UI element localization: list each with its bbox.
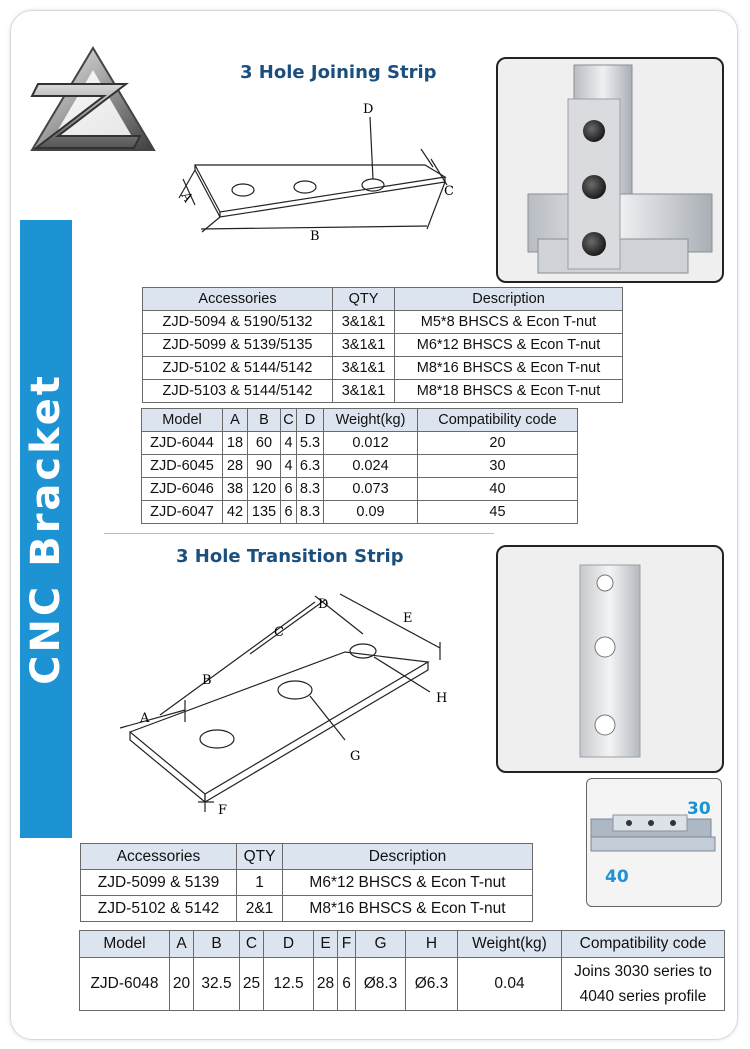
table-cell: M5*8 BHSCS & Econ T-nut — [395, 311, 623, 334]
table-header: C — [240, 931, 264, 958]
table-cell: 20 — [170, 958, 194, 1011]
table-cell: 5.3 — [297, 432, 324, 455]
table-cell: 3&1&1 — [333, 311, 395, 334]
table-cell: 6 — [338, 958, 356, 1011]
table-header: H — [406, 931, 458, 958]
table-cell: ZJD-5099 & 5139/5135 — [143, 334, 333, 357]
table-row — [143, 357, 623, 380]
table-header: Accessories — [81, 844, 237, 870]
table-cell: 40 — [418, 478, 578, 501]
assembled-profile-photo — [586, 778, 722, 907]
drawing-label-d: D — [363, 102, 374, 117]
drawing-label-g: G — [350, 749, 361, 764]
table-row — [142, 501, 578, 524]
table-cell: 8.3 — [297, 478, 324, 501]
section-divider — [104, 533, 494, 534]
table-cell: 38 — [223, 478, 248, 501]
table-cell: ZJD-5102 & 5142 — [81, 896, 237, 922]
table-cell: 25 — [240, 958, 264, 1011]
table-header: QTY — [333, 288, 395, 311]
table-cell: M6*12 BHSCS & Econ T-nut — [283, 870, 533, 896]
table-cell: ZJD-6048 — [80, 958, 170, 1011]
drawing-label-b: B — [202, 673, 212, 688]
table-cell: 8.3 — [297, 501, 324, 524]
table-cell: 6 — [281, 478, 297, 501]
table-row — [142, 455, 578, 478]
table-row — [142, 478, 578, 501]
drawing-label-b: B — [310, 229, 320, 244]
table-header: A — [170, 931, 194, 958]
table-cell: 4 — [281, 432, 297, 455]
profile-label-30: 30 — [687, 799, 711, 819]
table-cell: 20 — [418, 432, 578, 455]
table-cell: 3&1&1 — [333, 334, 395, 357]
table-cell: ZJD-6044 — [142, 432, 223, 455]
table-cell: 32.5 — [194, 958, 240, 1011]
table-row — [143, 380, 623, 403]
table-cell: 0.09 — [324, 501, 418, 524]
table-header: E — [314, 931, 338, 958]
joining-strip-photo — [496, 57, 724, 283]
table-header: D — [297, 409, 324, 432]
drawing-label-c: C — [274, 625, 284, 640]
table-header: Accessories — [143, 288, 333, 311]
table-header: B — [194, 931, 240, 958]
section1-title: 3 Hole Joining Strip — [240, 62, 437, 83]
table-cell: ZJD-5103 & 5144/5142 — [143, 380, 333, 403]
table-cell: 28 — [223, 455, 248, 478]
table-row — [80, 958, 725, 1011]
table-cell: 12.5 — [264, 958, 314, 1011]
joining-strip-drawing — [165, 95, 465, 255]
table-cell: 28 — [314, 958, 338, 1011]
table-row — [143, 311, 623, 334]
table-cell: 30 — [418, 455, 578, 478]
table-cell: ZJD-6047 — [142, 501, 223, 524]
table-cell: 42 — [223, 501, 248, 524]
sidebar-title: CNC Bracket — [23, 373, 69, 685]
table-cell: 0.012 — [324, 432, 418, 455]
table-cell: ZJD-6045 — [142, 455, 223, 478]
table-header: Compatibility code — [562, 931, 725, 958]
table-cell: 60 — [248, 432, 281, 455]
table-header: Description — [283, 844, 533, 870]
table-header: Weight(kg) — [324, 409, 418, 432]
table-cell: Joins 3030 series to 4040 series profile — [562, 958, 725, 1011]
table-header: C — [281, 409, 297, 432]
table-cell: M8*16 BHSCS & Econ T-nut — [395, 357, 623, 380]
transition-strip-photo — [496, 545, 724, 773]
table-cell: 0.04 — [458, 958, 562, 1011]
table-header: Weight(kg) — [458, 931, 562, 958]
table-cell: 6.3 — [297, 455, 324, 478]
table-cell: ZJD-6046 — [142, 478, 223, 501]
table-cell: 2&1 — [237, 896, 283, 922]
table-header: D — [264, 931, 314, 958]
joining-model-table — [141, 408, 578, 524]
table-cell: 3&1&1 — [333, 357, 395, 380]
table-row — [81, 870, 533, 896]
table-row — [81, 896, 533, 922]
table-cell: ZJD-5099 & 5139 — [81, 870, 237, 896]
table-cell: 3&1&1 — [333, 380, 395, 403]
transition-strip-drawing — [110, 590, 460, 820]
table-cell: 4 — [281, 455, 297, 478]
table-cell: ZJD-5094 & 5190/5132 — [143, 311, 333, 334]
section2-title: 3 Hole Transition Strip — [176, 546, 404, 567]
drawing-label-f: F — [218, 803, 228, 818]
drawing-label-h: H — [436, 691, 448, 706]
drawing-label-c: C — [444, 184, 454, 199]
drawing-label-d: D — [318, 597, 329, 612]
table-cell: 90 — [248, 455, 281, 478]
transition-accessories-table — [80, 843, 533, 922]
table-cell: 45 — [418, 501, 578, 524]
table-header: B — [248, 409, 281, 432]
table-header: Compatibility code — [418, 409, 578, 432]
table-cell: M8*18 BHSCS & Econ T-nut — [395, 380, 623, 403]
table-cell: 1 — [237, 870, 283, 896]
table-row — [143, 334, 623, 357]
table-header: Description — [395, 288, 623, 311]
table-cell: Ø8.3 — [356, 958, 406, 1011]
company-logo — [28, 44, 158, 156]
drawing-label-a: A — [140, 711, 150, 726]
table-cell: 135 — [248, 501, 281, 524]
table-cell: Ø6.3 — [406, 958, 458, 1011]
table-cell: 0.073 — [324, 478, 418, 501]
table-cell: 6 — [281, 501, 297, 524]
drawing-label-e: E — [403, 611, 413, 626]
joining-accessories-table — [142, 287, 623, 403]
table-cell: 18 — [223, 432, 248, 455]
table-row — [142, 432, 578, 455]
table-cell: 120 — [248, 478, 281, 501]
table-header: G — [356, 931, 406, 958]
profile-label-40: 40 — [605, 867, 629, 887]
table-cell: ZJD-5102 & 5144/5142 — [143, 357, 333, 380]
table-cell: M8*16 BHSCS & Econ T-nut — [283, 896, 533, 922]
table-header: QTY — [237, 844, 283, 870]
table-header: A — [223, 409, 248, 432]
drawing-label-a: A — [177, 189, 196, 206]
transition-model-table — [79, 930, 725, 1011]
table-header: F — [338, 931, 356, 958]
table-header: Model — [80, 931, 170, 958]
table-header: Model — [142, 409, 223, 432]
table-cell: 0.024 — [324, 455, 418, 478]
table-cell: M6*12 BHSCS & Econ T-nut — [395, 334, 623, 357]
